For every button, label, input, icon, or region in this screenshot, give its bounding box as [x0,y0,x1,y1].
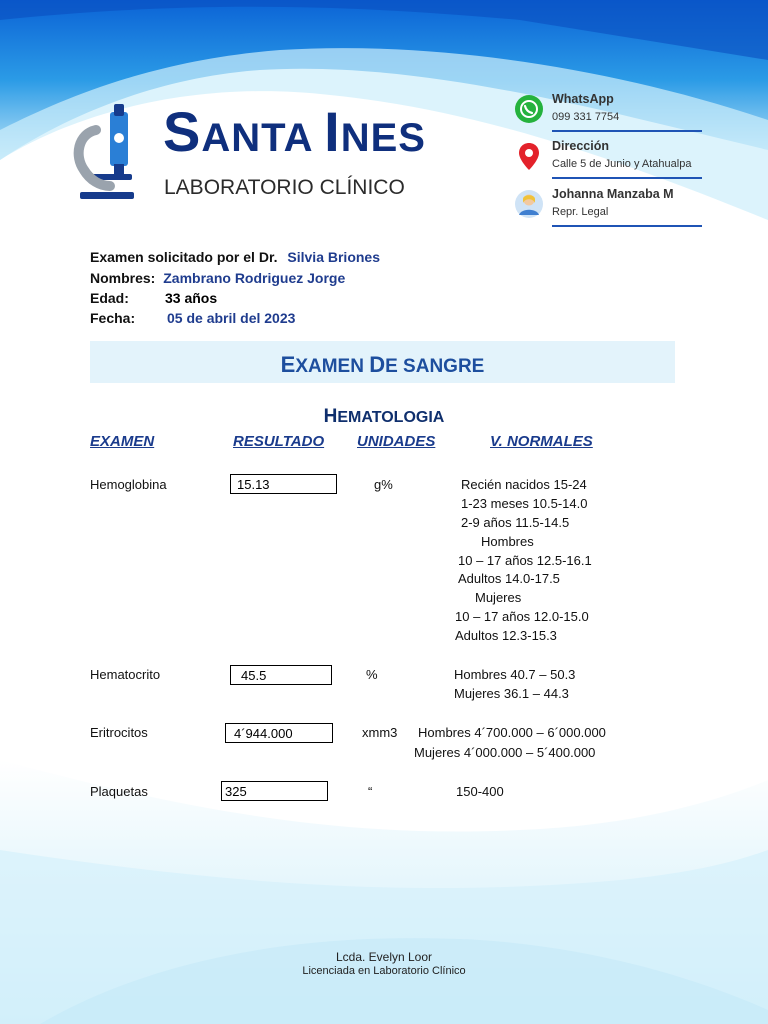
age-label: Edad: [90,290,129,306]
normal-value: Adultos 14.0-17.5 [458,571,560,586]
signature-title: Licenciada en Laboratorio Clínico [302,965,466,977]
exam-name: Hematocrito [90,667,161,682]
normal-value: Hombres 4´700.000 – 6´000.000 [418,725,606,740]
unit: g% [374,477,393,492]
normal-value: 150-400 [456,784,504,799]
doctor-label: Examen solicitado por el Dr. [90,249,278,265]
contact-representative [514,187,704,227]
normal-value: Recién nacidos 15-24 [461,477,587,492]
exam-title-band [90,341,675,383]
person-avatar-icon [514,189,544,219]
normal-value: Hombres 40.7 – 50.3 [454,667,576,682]
contact-detail: 099 331 7754 [552,111,620,123]
signature-name: Lcda. Evelyn Loor [335,950,433,964]
result-box: 325 [221,781,328,801]
brand-name: SANTA INES [163,100,426,163]
normal-value: Adultos 12.3-15.3 [455,628,557,643]
contact-title: Dirección [552,139,609,153]
normal-value: 10 – 17 años 12.0-15.0 [455,609,589,624]
date-value: 05 de abril del 2023 [167,310,296,326]
divider [552,225,702,227]
normal-value: Hombres [481,534,534,549]
column-header-exam: EXAMEN [90,433,155,450]
name-label: Nombres: [90,270,156,286]
age-line [90,290,129,306]
column-header-units: UNIDADES [357,433,436,450]
result-box: 15.13 [230,474,337,494]
normal-value: 1-23 meses 10.5-14.0 [461,496,588,511]
contact-address [514,139,704,179]
whatsapp-icon [514,94,544,124]
column-header-result: RESULTADO [233,433,325,450]
section-title: HEMATOLOGIA [323,406,445,427]
column-header-normals: V. NORMALES [490,433,593,450]
contact-title: WhatsApp [552,92,614,106]
contact-detail: Calle 5 de Junio y Atahualpa [552,158,692,170]
contact-detail: Repr. Legal [552,206,609,218]
date-line [90,310,135,326]
result-box: 4´944.000 [225,723,333,743]
brand-subtitle: LABORATORIO CLÍNICO [164,176,405,199]
microscope-icon [70,100,140,202]
result-box: 45.5 [230,665,332,685]
exam-title: EXAMEN DE SANGRE [280,352,485,377]
doctor-line [90,249,380,265]
normal-value: Mujeres [475,590,522,605]
doctor-value: Silvia Briones [287,249,380,265]
name-value: Zambrano Rodriguez Jorge [163,270,346,286]
unit: % [366,667,378,682]
exam-name: Hemoglobina [90,477,167,492]
unit: xmm3 [362,725,398,740]
normal-value: Mujeres 4´000.000 – 5´400.000 [414,745,596,760]
contact-whatsapp [514,92,704,132]
normal-value: 10 – 17 años 12.5-16.1 [458,553,592,568]
contact-title: Johanna Manzaba M [552,187,674,201]
name-line [90,270,345,286]
divider [552,177,702,179]
unit: “ [368,784,373,799]
location-pin-icon [514,141,544,171]
normal-value: 2-9 años 11.5-14.5 [461,515,570,530]
exam-name: Eritrocitos [90,725,148,740]
exam-name: Plaquetas [90,784,148,799]
divider [552,130,702,132]
age-value: 33 años [165,290,218,306]
date-label: Fecha: [90,310,136,326]
normal-value: Mujeres 36.1 – 44.3 [454,686,569,701]
